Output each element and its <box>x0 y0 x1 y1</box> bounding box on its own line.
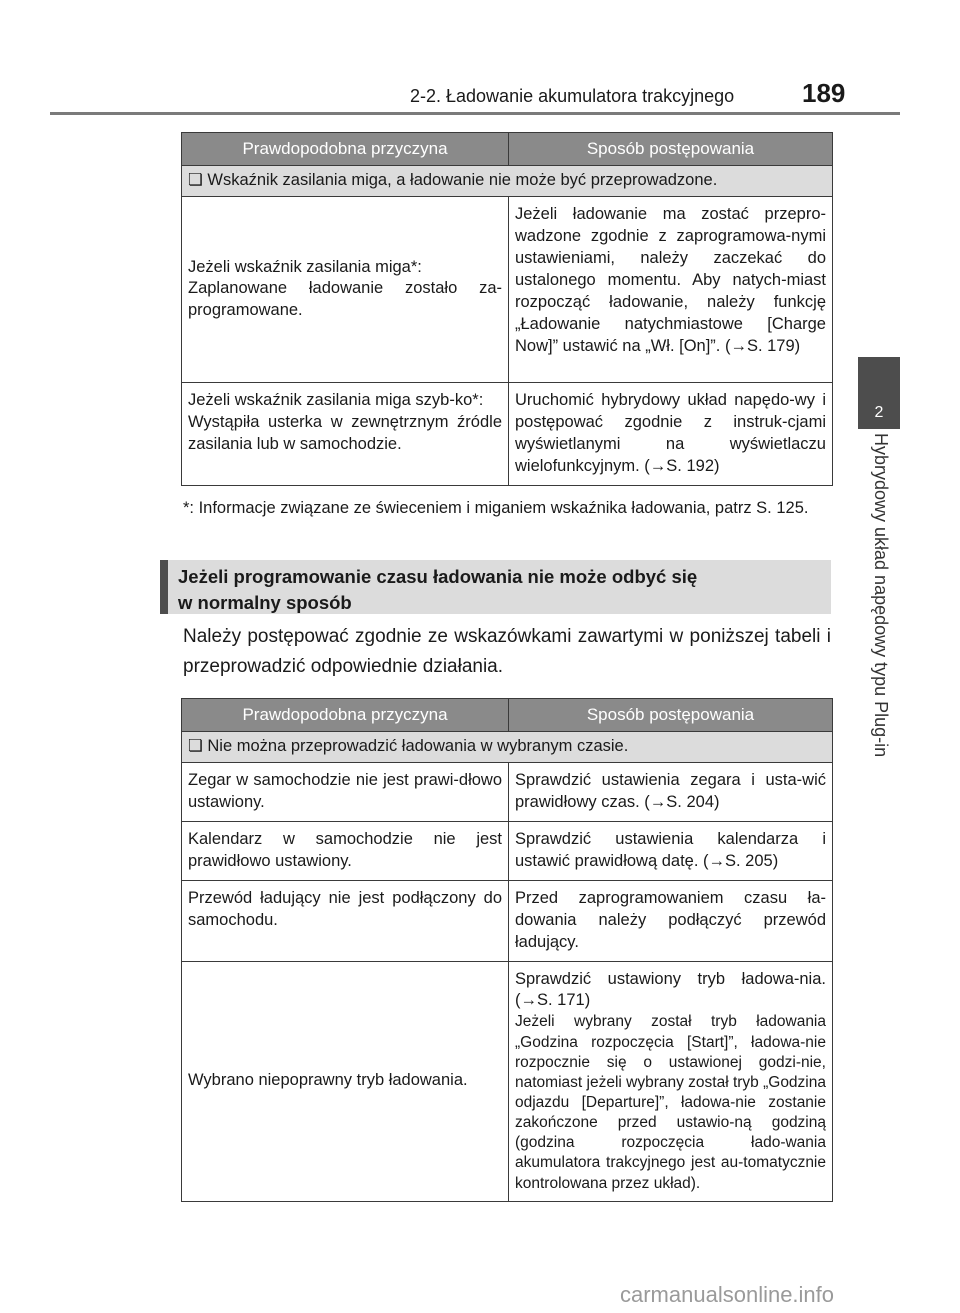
column-header-action: Sposób postępowania <box>509 699 833 732</box>
column-header-cause: Prawdopodobna przyczyna <box>182 133 509 166</box>
callout-title <box>178 564 697 616</box>
header-rule <box>50 112 900 115</box>
table-row <box>182 961 833 1201</box>
causes-table-2 <box>181 698 833 1202</box>
chapter-title: Hybrydowy układ napędowy typu Plug-in <box>871 433 891 758</box>
callout-line-2: w normalny sposób <box>178 591 352 613</box>
table-row <box>182 821 833 880</box>
cause-cell: Przewód ładujący nie jest podłączony do samochodu. <box>182 880 509 961</box>
action-cell: Sprawdzić ustawienia zegara i usta-wić prawidłowy czas. (→S. 204) <box>509 762 833 821</box>
callout-line-1: Jeżeli programowanie czasu ładowania nie może odbyć się <box>178 566 698 587</box>
action-cell: Przed zaprogramowaniem czasu ła-dowania należy podłączyć przewód ładujący. <box>509 880 833 961</box>
action-cell: Sprawdzić ustawienia kalendarza i ustawić prawidłową datę. (→S. 205) <box>509 821 833 880</box>
cause-cell: Kalendarz w samochodzie nie jest prawidłowo ustawiony. <box>182 821 509 880</box>
cause-cell: Zegar w samochodzie nie jest prawi-dłowo ustawiony. <box>182 762 509 821</box>
table-row <box>182 762 833 821</box>
cause-cell: Jeżeli wskaźnik zasilania miga szyb-ko*: Wystąpiła usterka w zewnętrznym źródle zasilania lub w samochodzie. <box>182 382 509 485</box>
chapter-number: 2 <box>874 404 884 421</box>
table-row <box>182 880 833 961</box>
column-header-action: Sposób postępowania <box>509 133 833 166</box>
action-cell: Jeżeli ładowanie ma zostać przepro-wadzone zgodnie z zaprogramowa-nymi ustawieniami, należy zaczekać do ustalonego momentu. Aby natych-miast rozpocząć ładowanie, należy funkcję „Ładowanie natychmiastowe [Charge Now]” ustawić na „Wł. [On]”. (→S. 179) <box>509 196 833 382</box>
cause-cell: Wybrano niepoprawny tryb ładowania. <box>182 961 509 1201</box>
table-section-row: ❏ Wskaźnik zasilania miga, a ładowanie nie może być przeprowadzone. <box>182 166 833 197</box>
section-header: 2-2. Ładowanie akumulatora trakcyjnego <box>410 86 735 106</box>
column-header-cause: Prawdopodobna przyczyna <box>182 699 509 732</box>
page-number: 189 <box>802 78 846 108</box>
callout-bar <box>160 560 168 614</box>
footnote: *: Informacje związane ze świeceniem i miganiem wskaźnika ładowania, patrz S. 125. <box>183 499 809 517</box>
action-text: Sprawdzić ustawiony tryb ładowa-nia. (→S. 171) <box>515 969 826 1010</box>
intro-paragraph: Należy postępować zgodnie ze wskazówkami zawartymi w poniższej tabeli i przeprowadzić odpowiednie działania. <box>183 626 831 678</box>
section-callout <box>160 560 831 614</box>
table-row <box>182 382 833 485</box>
causes-table-1 <box>181 132 833 486</box>
action-note: Jeżeli wybrany został tryb ładowania „Godzina rozpoczęcia [Start]”, ładowa-nie rozpocznie się o ustawionej godzi-nie, natomiast jeżeli wybrany został tryb „Godzina odjazdu [Departure]”, ładowa-nie zostanie zakończone przed ustawio-ną godziną (godzina rozpoczęcia łado-wania akumulatora trakcyjnego jest au-tomatycznie kontrolowana przez układ). <box>515 1013 826 1192</box>
watermark: carmanualsonline.info <box>620 1282 835 1307</box>
action-cell: Uruchomić hybrydowy układ napędo-wy i postępować zgodnie z instruk-cjami wyświetlanymi na wyświetlaczu wielofunkcyjnym. (→S. 192) <box>509 382 833 485</box>
table-row <box>182 196 833 382</box>
cause-cell: Jeżeli wskaźnik zasilania miga*: Zaplanowane ładowanie zostało za-programowane. <box>182 196 509 382</box>
action-cell <box>509 961 833 1201</box>
table-section-row: ❏ Nie można przeprowadzić ładowania w wybranym czasie. <box>182 732 833 763</box>
